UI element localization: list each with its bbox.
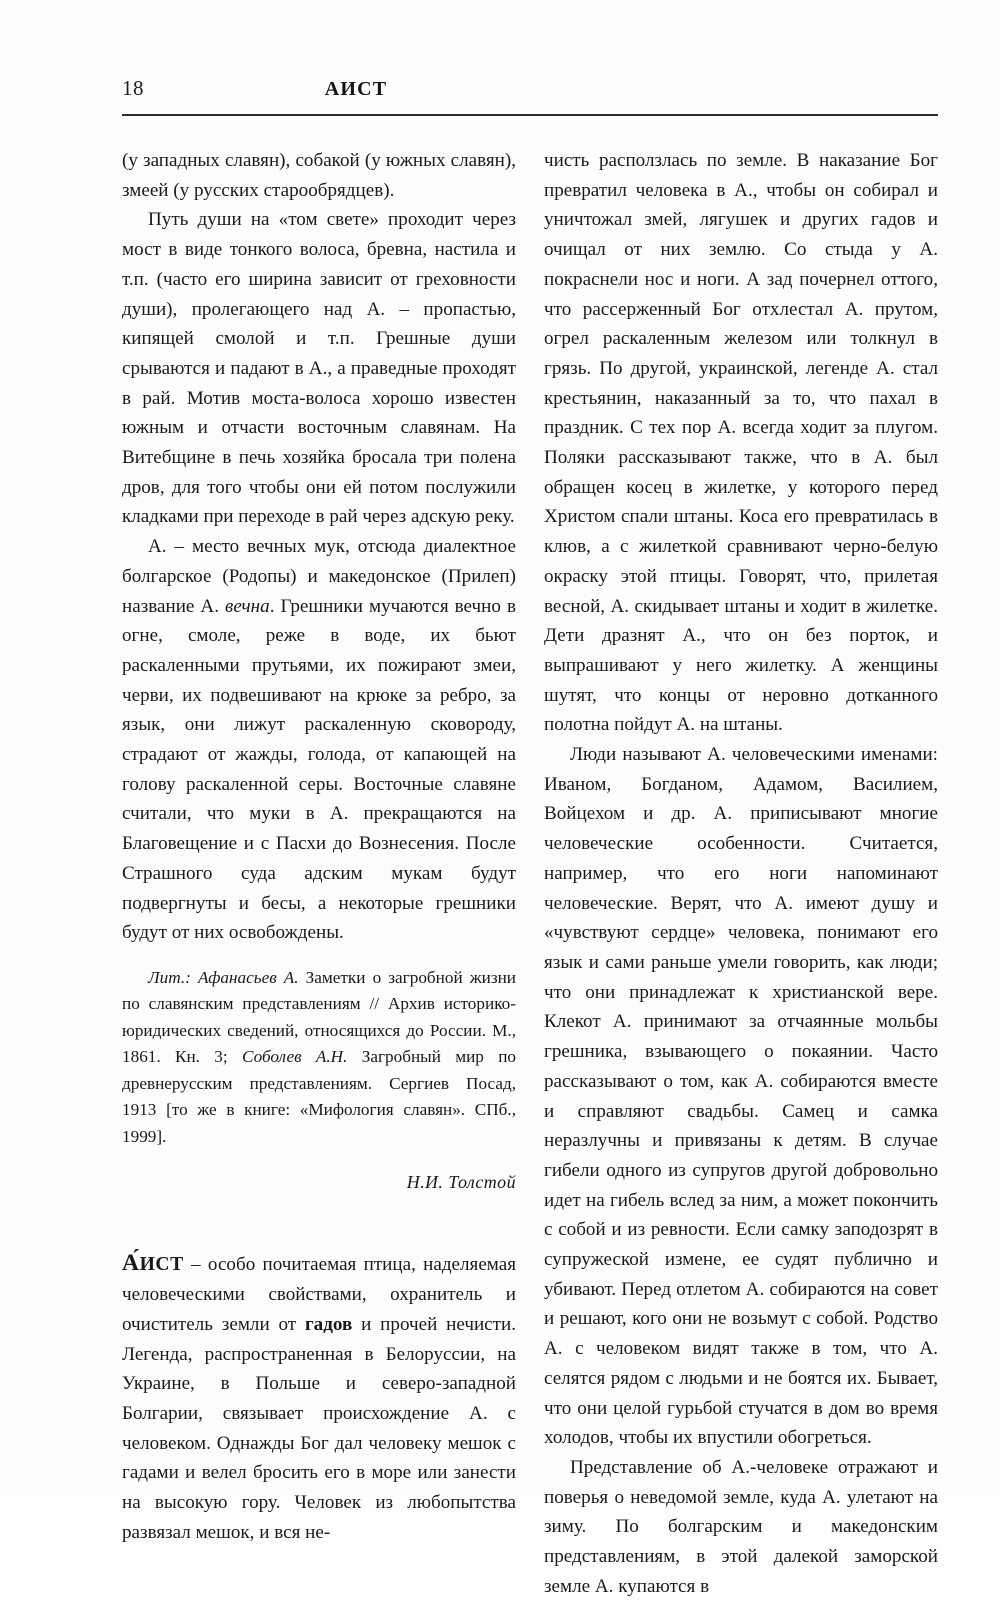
running-head	[122, 76, 938, 108]
article-signature: Н.И. Толстой	[406, 1172, 516, 1193]
literature-reference-2: Загробный мир по древнерусским представлениям. Сергиев Посад, 1913 [то же в книге: «Мифология славян». СПб., 1999].	[122, 1047, 517, 1146]
headword-smallcaps: ИСТ	[139, 1254, 184, 1276]
right-column	[544, 146, 938, 1597]
entry-aist	[122, 1249, 516, 1547]
paragraph-put-dushi: Путь души на «том свете» проходит через мост в виде тонкого волоса, бревна, настила и т.п. (часто его ширина зависит от греховности души), пролегающего над А. – пропастью, кипящей смолой и т.п. Грешные души срываются и падают в А., а праведные проходят в рай. Мотив моста-волоса хорошо известен южным и отчасти восточным славянам. На Витебщине в печь хозяйка бросала три полена дров, для того чтобы они ей потом послужили кладками при переходе в рай через адскую реку.	[122, 209, 516, 528]
literature-reference-1: Заметки о загробной жизни по славянским представлениям // Архив историко-юридических сведений, относящихся до России. М., 1861. Кн. 3;	[122, 967, 516, 1067]
literature-author-sobolev: Соболев А.Н.	[242, 1047, 348, 1067]
literature-label: Лит.:	[148, 967, 191, 987]
paragraph-predstavlenie-ob-a: Представление об А.-человеке отражают и поверья о неведомой земле, куда А. улетают на зиму. По болгарским и македонским представлениям, в этой далекой заморской земле А. купаются в	[544, 1456, 938, 1597]
entry-text-part1: – особо почитаемая птица, наделяемая человеческими свойствами, охранитель и очиститель земли от	[122, 1254, 516, 1335]
paragraph-mesto-vechnyh-muk	[122, 532, 516, 948]
running-head-title: АИСТ	[324, 78, 388, 100]
paragraph-text-part2: . Грешники мучаются вечно в огне, смоле, реже в воде, их бьют раскаленными прутьями, их пожирают змеи, черви, их подвешивают на крюке за ребро, за язык, они лижут раскаленную сковороду, страдают от жажды, голода, от капающей на голову раскаленной серы. Восточные славяне считали, что муки в А. прекращаются на Благовещение и с Пасхи до Вознесения. После Страшного суда адским мукам будут подвергнуты и бесы, а некоторые грешники будут от них освобождены.	[122, 595, 516, 944]
headword-capital: А́	[122, 1250, 140, 1277]
paragraph-lyudi-nazyvayut: Люди называют А. человеческими именами: Иваном, Богданом, Адамом, Василием, Войцехом и др. А. приписывают многие человеческие особенности. Считается, например, что его ноги напоминают человеческие. Верят, что А. имеют душу и «чувствуют сердце» человека, понимают его язык и сами раньше умели говорить, как люди; что они принадлежат к христианской вере. Клекот А. принимают за отчаянные мольбы грешника, взывающего о покаянии. Часто рассказывают о том, как А. собираются вместе и справляют свадьбы. Самец и самка неразлучны и привязаны к детям. В случае гибели одного из супругов другой добровольно идет на гибель вслед за ним, а может покончить с собой и из ревности. Если самку заподозрят в супружеской измене, ее судят публично и убивают. Перед отлетом А. собираются на совет и решают, кого они не возьмут с собой. Родство А. с человеком видят также в том, что А. селятся рядом с людьми и не боятся их. Бывает, что они целой гурьбой стучатся в дом во время холодов, чтобы их впустили обогреться.	[544, 744, 938, 1449]
literature-block	[122, 965, 516, 1151]
left-column	[122, 146, 517, 1543]
body-columns	[122, 146, 938, 1597]
italic-term-vechna: вечна	[225, 595, 270, 617]
entry-text-part2: и прочей нечисти. Легенда, распространенная в Белоруссии, на Украине, в Польше и северо-западной Болгарии, связывает происхождение А. с человеком. Однажды Бог дал человеку мешок с гадами и велел бросить его в море или занести на высокую гору. Человек из любопытства развязал мешок, и вся не-	[122, 1313, 516, 1543]
bold-term-gadov: гадов	[305, 1313, 353, 1335]
page-number: 18	[122, 76, 144, 100]
paragraph-text-part1: А. – место вечных мук, отсюда диалектное болгарское (Родопы) и македонское (Прилеп) название А.	[122, 536, 516, 617]
paragraph-chist-raspolzlas: чисть расползлась по земле. В наказание Бог превратил человека в А., чтобы он собирал и уничтожал змей, лягушек и других гадов и очищал от них землю. Со стыда у А. покраснели нос и ноги. А зад почернел оттого, что рассерженный Бог отхлестал А. прутом, огрел раскаленным железом или толкнул в грязь. По другой, украинской, легенде А. стал крестьянин, наказанный за то, что пахал в праздник. С тех пор А. всегда ходит за плугом. Поляки рассказывают также, что в А. был обращен косец в жилетке, у которого перед Христом спали штаны. Коса его превратилась в клюв, а с жилеткой сравнивают черно-белую окраску этой птицы. Говорят, что, прилетая весной, А. скидывает штаны и ходит в жилетке. Дети дразнят А., что он без порток, и выпрашивают у него жилетку. А женщины шутят, что концы от неровно дотканного полотна пойдут А. на штаны.	[544, 150, 938, 736]
literature-author-afanasiev: Афанасьев А.	[197, 967, 299, 987]
header-rule	[122, 114, 938, 116]
entry-headword	[122, 1250, 184, 1277]
paragraph-zapadnyh-slavyan: (у западных славян), собакой (у южных славян), змеей (у русских старообрядцев).	[122, 150, 516, 201]
